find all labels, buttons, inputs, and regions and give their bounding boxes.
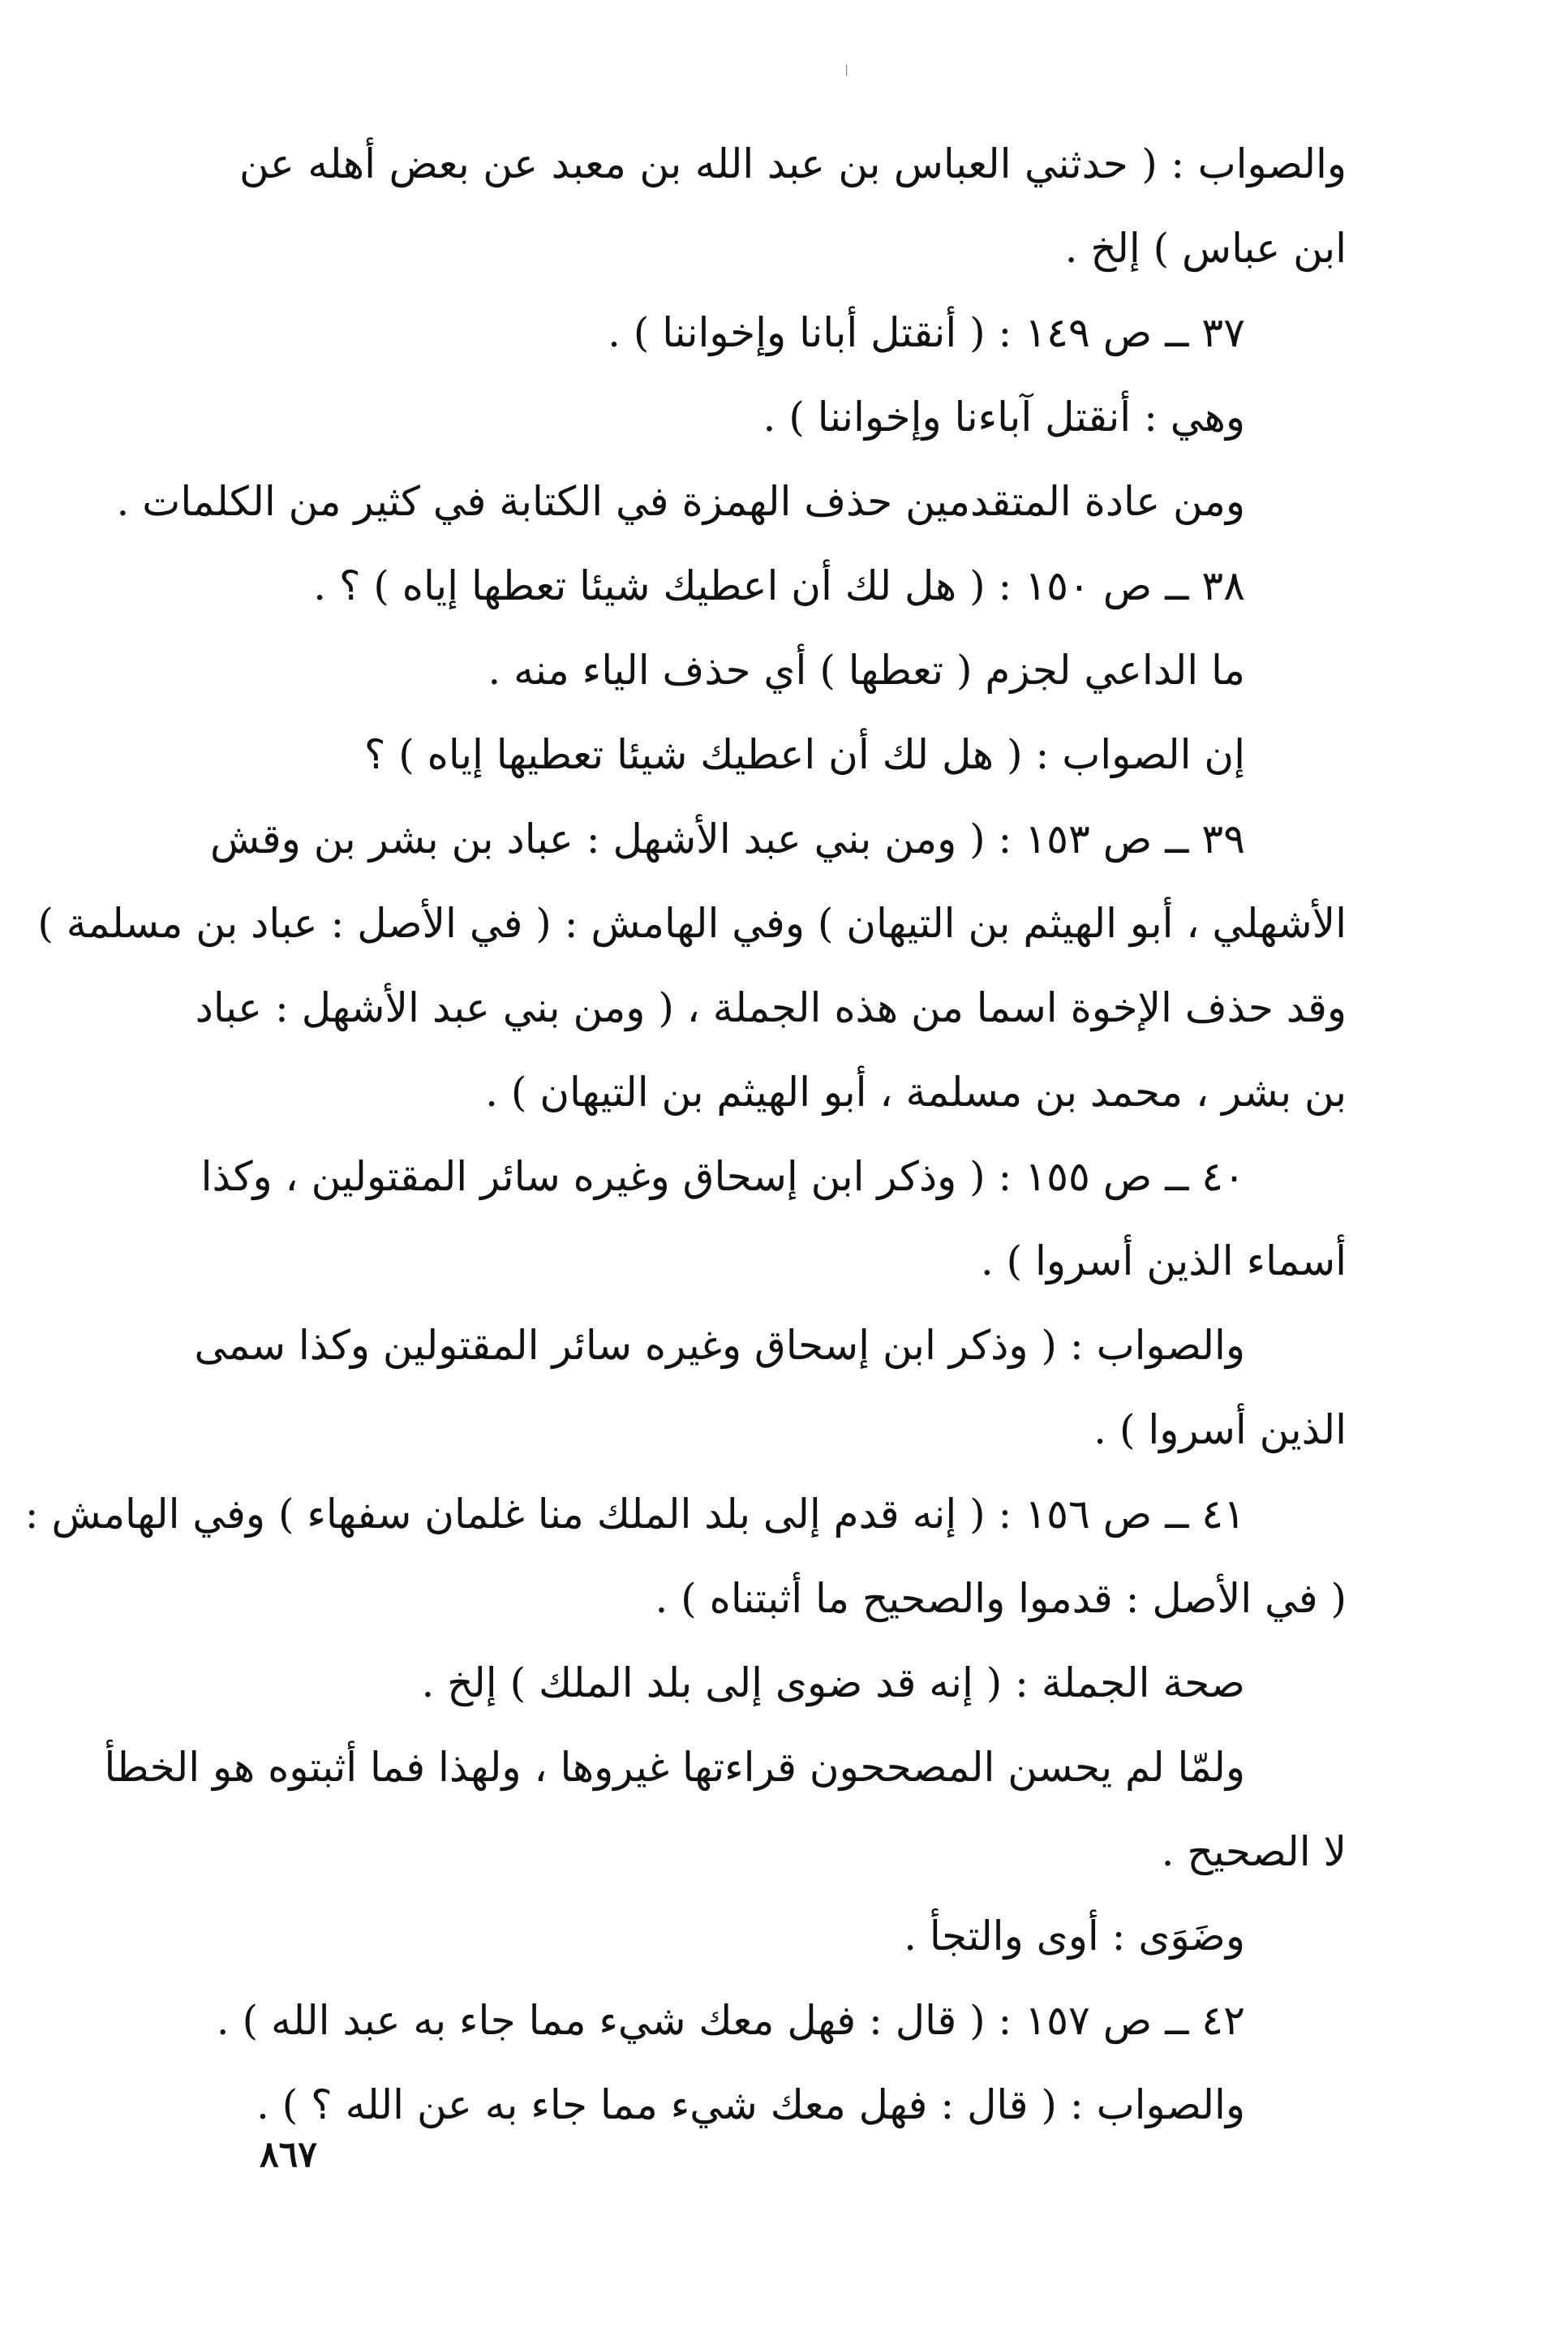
text-line: ٣٧ ــ ص ١٤٩ : ( أنقتل أبانا وإخواننا ) . xyxy=(608,309,1245,356)
text-line: وهي : أنقتل آباءنا وإخواننا ) . xyxy=(763,394,1245,441)
text-line: ما الداعي لجزم ( تعطها ) أي حذف الياء منه . xyxy=(488,647,1245,694)
scan-mark: | xyxy=(844,63,848,76)
text-line: الذين أسروا ) . xyxy=(1093,1406,1347,1453)
text-line: ٤١ ــ ص ١٥٦ : ( إنه قدم إلى بلد الملك منا غلمان سفهاء ) وفي الهامش : xyxy=(24,1491,1245,1538)
text-line: أسماء الذين أسروا ) . xyxy=(980,1237,1347,1284)
text-line: ( في الأصل : قدموا والصحيح ما أثبتناه ) . xyxy=(655,1575,1347,1622)
text-line: ومن عادة المتقدمين حذف الهمزة في الكتابة في كثير من الكلمات . xyxy=(116,478,1245,525)
text-line: لا الصحيح . xyxy=(1161,1828,1347,1875)
text-line: والصواب : ( وذكر ابن إسحاق وغيره سائر المقتولين وكذا سمى xyxy=(194,1322,1245,1369)
text-line: وضَوَى : أوى والتجأ . xyxy=(904,1913,1245,1960)
text-line: ابن عباس ) إلخ . xyxy=(1064,225,1347,272)
text-line: ولمّا لم يحسن المصححون قراءتها غيروها ، ولهذا فما أثبتوه هو الخطأ xyxy=(104,1744,1245,1791)
text-line: بن بشر ، محمد بن مسلمة ، أبو الهيثم بن التيهان ) . xyxy=(485,1069,1347,1116)
text-body xyxy=(24,122,1347,2147)
page-number: ٨٦٧ xyxy=(260,2134,317,2175)
text-line: ٣٨ ــ ص ١٥٠ : ( هل لك أن اعطيك شيئا تعطها إياه ) ؟ . xyxy=(313,562,1245,609)
text-line: إن الصواب : ( هل لك أن اعطيك شيئا تعطيها إياه ) ؟ xyxy=(363,731,1245,778)
text-line: صحة الجملة : ( إنه قد ضوى إلى بلد الملك ) إلخ . xyxy=(421,1659,1245,1706)
text-line: الأشهلي ، أبو الهيثم بن التيهان ) وفي الهامش : ( في الأصل : عباد بن مسلمة ) xyxy=(37,900,1347,947)
text-line: وقد حذف الإخوة اسما من هذه الجملة ، ( ومن بني عبد الأشهل : عباد xyxy=(195,984,1347,1031)
text-line: والصواب : ( قال : فهل معك شيء مما جاء به عن الله ؟ ) . xyxy=(256,2081,1245,2128)
text-line: والصواب : ( حدثني العباس بن عبد الله بن معبد عن بعض أهله عن xyxy=(239,140,1347,187)
text-line: ٤٠ ــ ص ١٥٥ : ( وذكر ابن إسحاق وغيره سائر المقتولين ، وكذا xyxy=(200,1153,1245,1200)
text-line: ٣٩ ــ ص ١٥٣ : ( ومن بني عبد الأشهل : عباد بن بشر بن وقش xyxy=(210,815,1245,863)
text-line: ٤٢ ــ ص ١٥٧ : ( قال : فهل معك شيء مما جاء به عبد الله ) . xyxy=(216,1997,1245,2044)
